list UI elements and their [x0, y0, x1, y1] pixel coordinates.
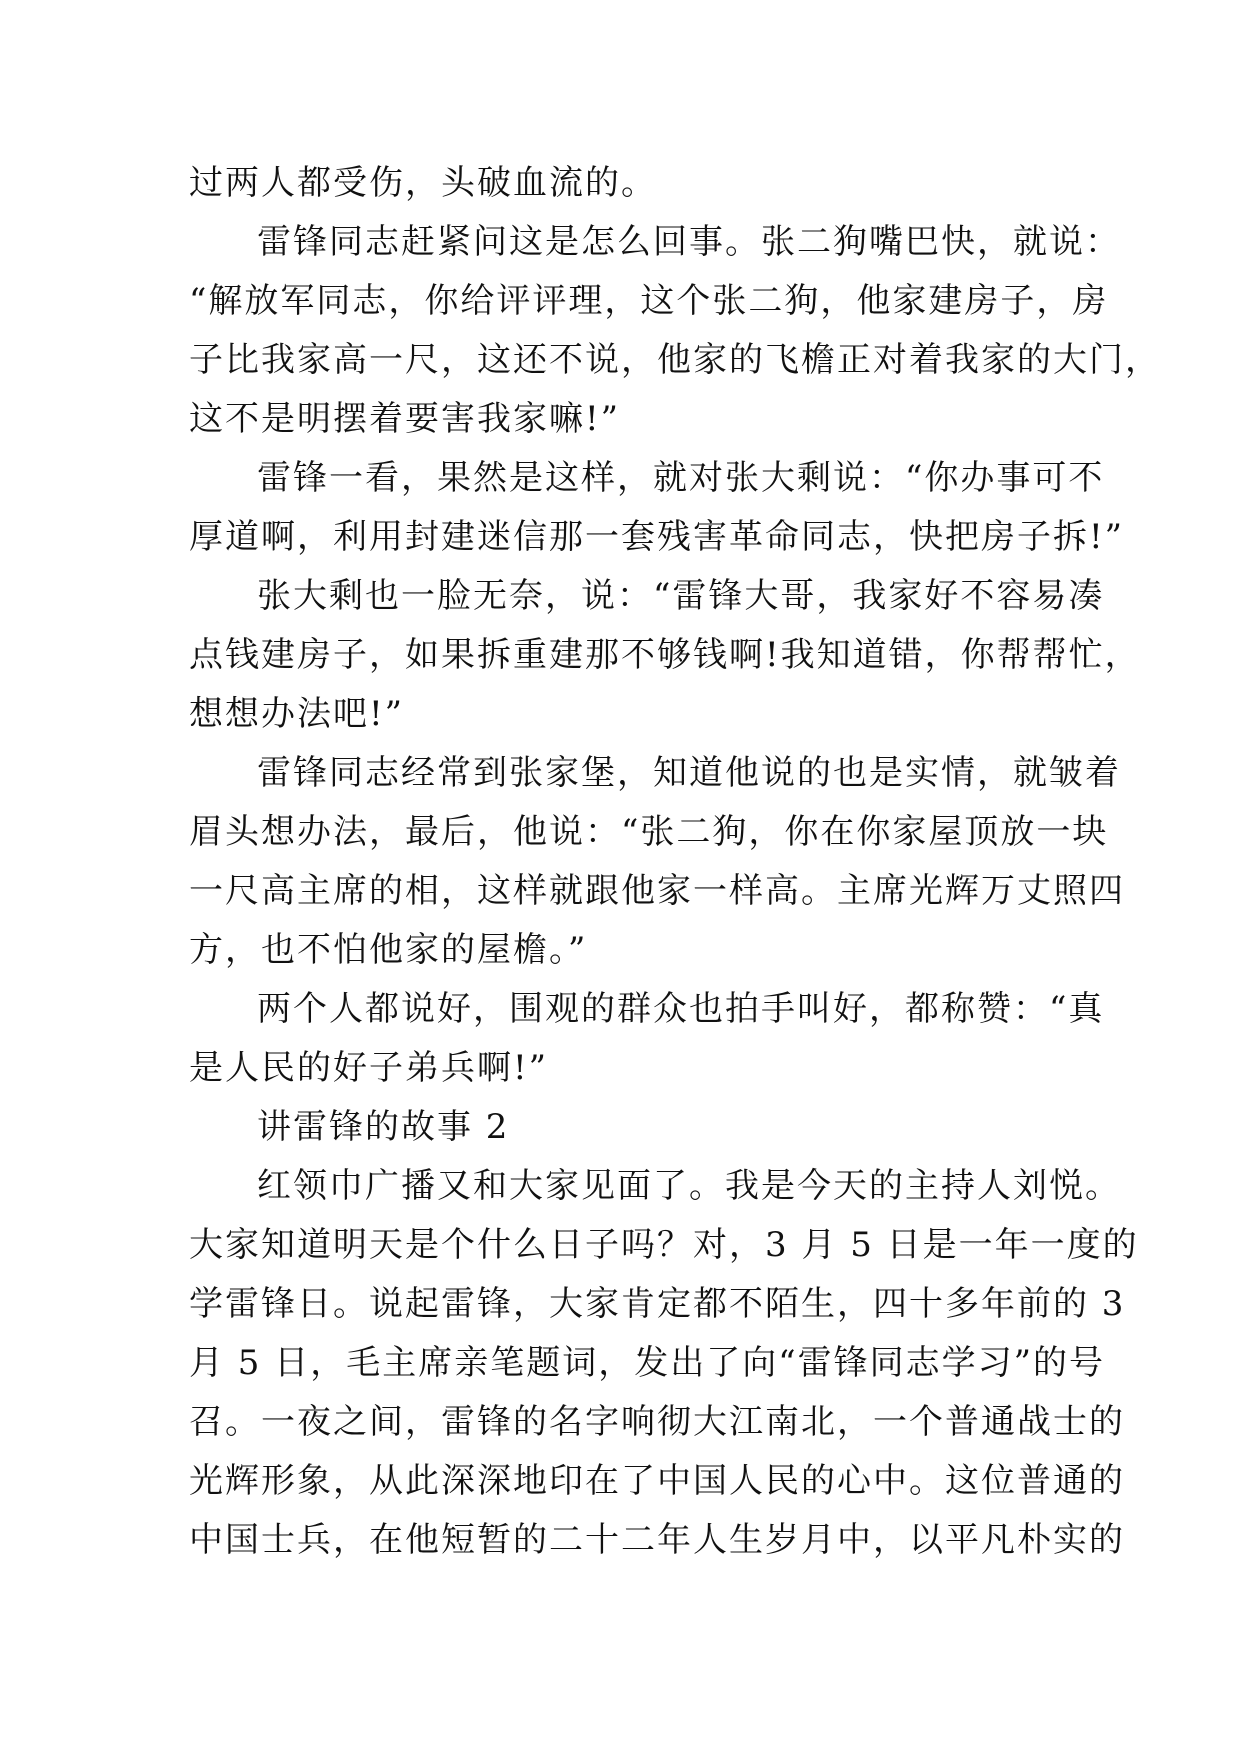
text-line: 雷锋同志赶紧问这是怎么回事。张二狗嘴巴快，就说： — [257, 222, 1121, 262]
text-line: 雷锋同志经常到张家堡，知道他说的也是实情，就皱着 — [257, 753, 1121, 793]
text-line: 这不是明摆着要害我家嘛!” — [189, 399, 621, 439]
text-line: 子比我家高一尺，这还不说，他家的飞檐正对着我家的大门， — [189, 340, 1161, 380]
text-line: 学雷锋日。说起雷锋，大家肯定都不陌生，四十多年前的 3 — [189, 1284, 1126, 1324]
text-line: 厚道啊，利用封建迷信那一套残害革命同志，快把房子拆!” — [189, 517, 1125, 557]
text-line: 召。一夜之间，雷锋的名字响彻大江南北，一个普通战士的 — [189, 1402, 1125, 1442]
text-line: 想想办法吧!” — [189, 694, 405, 734]
text-line: 两个人都说好，围观的群众也拍手叫好，都称赞：“真 — [257, 989, 1105, 1029]
text-line: 过两人都受伤，头破血流的。 — [189, 163, 657, 203]
text-line: 眉头想办法，最后，他说：“张二狗，你在你家屋顶放一块 — [189, 812, 1109, 852]
text-line: 大家知道明天是个什么日子吗？对，3 月 5 日是一年一度的 — [189, 1225, 1139, 1265]
text-line: 光辉形象，从此深深地印在了中国人民的心中。这位普通的 — [189, 1461, 1125, 1501]
text-line: 雷锋一看，果然是这样，就对张大剩说：“你办事可不 — [257, 458, 1105, 498]
text-line: 方，也不怕他家的屋檐。” — [189, 930, 588, 970]
text-line: 点钱建房子，如果拆重建那不够钱啊!我知道错，你帮帮忙， — [189, 635, 1141, 675]
text-line: 一尺高主席的相，这样就跟他家一样高。主席光辉万丈照四 — [189, 871, 1125, 911]
section-heading: 讲雷锋的故事 2 — [257, 1107, 510, 1147]
text-line: 张大剩也一脸无奈，说：“雷锋大哥，我家好不容易凑 — [257, 576, 1105, 616]
text-line: 是人民的好子弟兵啊!” — [189, 1048, 549, 1088]
text-line: 红领巾广播又和大家见面了。我是今天的主持人刘悦。 — [257, 1166, 1121, 1206]
text-line: 月 5 日，毛主席亲笔题词，发出了向“雷锋同志学习”的号 — [189, 1343, 1106, 1383]
text-line: 中国士兵，在他短暂的二十二年人生岁月中，以平凡朴实的 — [189, 1520, 1125, 1560]
text-line: “解放军同志，你给评评理，这个张二狗，他家建房子，房 — [189, 281, 1109, 321]
